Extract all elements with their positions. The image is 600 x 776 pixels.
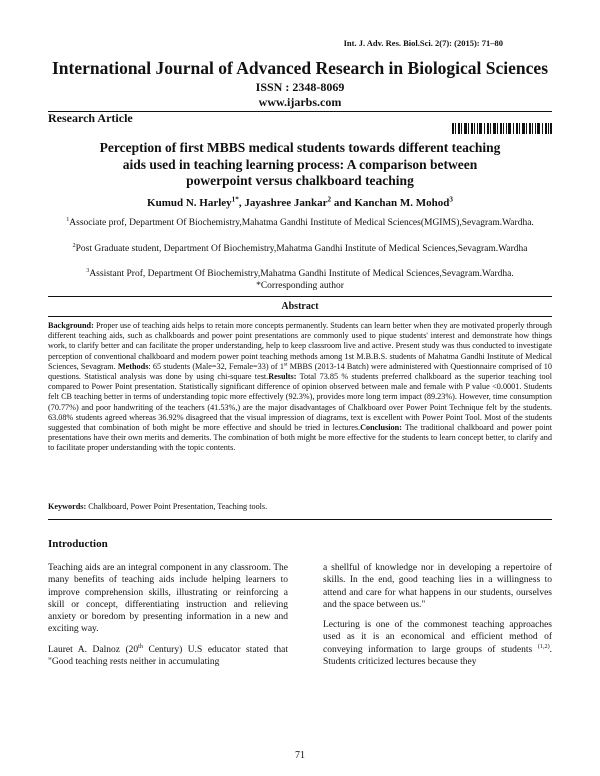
- author-list: [0, 197, 600, 209]
- background-label: Background:: [48, 321, 94, 330]
- ordinal-suffix: th: [138, 643, 143, 650]
- article-type: Research Article: [48, 111, 133, 125]
- citation-reference[interactable]: (1,2): [537, 643, 550, 650]
- author-separator: ,: [238, 197, 245, 209]
- affiliation-marker: 2: [72, 242, 76, 249]
- right-column: [323, 562, 552, 676]
- journal-citation: Int. J. Adv. Res. Biol.Sci. 2(7): (2015): 71–80: [343, 38, 503, 48]
- paragraph-text: Century) U.S educator stated that "Good teaching rests neither in accumulating: [48, 644, 288, 668]
- keywords-label: Keywords:: [48, 502, 87, 511]
- keywords-text: Chalkboard, Power Point Presentation, Teaching tools.: [86, 502, 268, 511]
- abstract-bottom-divider: [48, 519, 552, 520]
- paragraph-text: Lecturing is one of the commonest teaching approaches used as it is an economical and efficient method of conveying information to large groups of students: [323, 620, 552, 655]
- affiliation-marker: 3: [86, 267, 90, 274]
- affiliation-2: [60, 243, 540, 255]
- title-line: Perception of first MBBS medical students towards different teaching: [99, 140, 501, 155]
- affiliation-1: [60, 217, 540, 229]
- paragraph-text: Lauret A. Dalnoz (20: [48, 644, 139, 655]
- left-column: [48, 562, 288, 676]
- conclusion-label: Conclusion:: [360, 423, 402, 433]
- ordinal-suffix: st: [283, 361, 288, 368]
- qr-barcode-icon: [452, 123, 552, 134]
- journal-title: International Journal of Advanced Research in Biological Sciences: [52, 58, 548, 78]
- journal-website[interactable]: www.ijarbs.com: [258, 95, 342, 109]
- page-number: 71: [295, 750, 305, 761]
- conclusion-text: The traditional chalkboard and power point presentations have their own merits and demerits. The combination of both might be more effective for the students to learn concept better, to clarify and to facilitate proper understanding with the topic contents.: [48, 423, 552, 453]
- author-marker: 3: [449, 195, 453, 204]
- introduction-heading: Introduction: [48, 538, 108, 550]
- author-separator: and: [331, 197, 355, 209]
- author-marker: 1*: [231, 195, 239, 204]
- author-marker: 2: [327, 195, 332, 204]
- paragraph: [48, 644, 288, 669]
- results-label: Results:: [268, 372, 297, 382]
- paragraph: [323, 619, 552, 668]
- affiliation-text: Associate prof, Department Of Biochemistry,Mahatma Gandhi Institute of Medical Sciences(MGIMS),Sevagram.Wardha.: [69, 218, 534, 228]
- methods-text-continued: MBBS (2013-14 Batch) were administered with Questionnaire comprised of 10 questions. Statistical analysis was done by using chi-square test.: [48, 361, 552, 382]
- abstract-heading: Abstract: [281, 301, 319, 312]
- paragraph: Teaching aids are an integral component in any classroom. The many benefits of teaching aids include helping learners to improve comprehension skills, illustrating or reinforcing a skill or concept, differentiating instruction and relieving anxiety or boredom by presenting information in a new and exciting way.: [48, 563, 288, 635]
- abstract-top-divider: [48, 296, 552, 297]
- methods-text: : 65 students (Male=32, Female=33) of 1: [148, 361, 284, 371]
- paragraph-text: . Students criticized lectures because they: [323, 644, 552, 668]
- affiliation-text: Post Graduate student, Department Of Biochemistry,Mahatma Gandhi Institute of Medical Sciences,Sevagram.Wardha: [75, 244, 528, 254]
- paragraph: a shellful of knowledge nor in developing a repertoire of skills. In the end, good teaching lies in a willingness to attend and care for what happens in our students, ourselves and the space between us.": [323, 563, 552, 610]
- affiliation-text: Assistant Prof, Department Of Biochemistry,Mahatma Gandhi Institute of Medical Sciences,Sevagram.Wardha.: [89, 269, 514, 279]
- article-title: [60, 140, 540, 190]
- affiliation-3: [40, 268, 560, 280]
- results-text: Total 73.85 % students preferred chalkboard as the superior teaching tool compared to Power Point presentation. Statistically significant difference of opinion observed between male and female with P value <0.0001. Students felt CB teaching better in terms of understanding topic more effectively (92.3%), provides more long term impact (89.23%). However, time consumption (70.77%) and poor handwriting of the teachers (41.53%,) are the major disadvantages of Chalkboard over Power Point Technique felt by the students. 63.08% students agreed whereas 36.92% disagreed that the visual impression of diagrams, text is excellent with Power Point Tool. Most of the students suggested that combination of both might be more effective and should be tried in lectures.: [48, 372, 552, 433]
- title-line: aids used in teaching learning process: A comparison between: [122, 156, 478, 172]
- author-name: Jayashree Jankar: [244, 197, 328, 209]
- title-line: powerpoint versus chalkboard teaching: [186, 173, 414, 188]
- background-text: Proper use of teaching aids helps to retain more concepts permanently. Students can learn better when they are motivated properly through different teaching aids, such as chalkboards and power point presentations are commonly used to pique students' interest and demonstrate how things work, to clarify better and can facilitate the proper understanding, help to keep classroom live and active. Present study was thus conducted to investigate perception of conventional chalkboard and modern power point teaching methods among 1st M.B.B.S. students of Mahatma Gandhi Institute of Medical Sciences, Sevagram.: [48, 321, 552, 371]
- corresponding-author-note: *Corresponding author: [256, 281, 344, 291]
- author-name: Kanchan M. Mohod: [354, 197, 450, 209]
- issn: ISSN : 2348-8069: [255, 80, 345, 94]
- keywords: [48, 502, 552, 511]
- affiliation-marker: 1: [66, 216, 70, 223]
- abstract-body: [48, 321, 552, 454]
- methods-label: Methods: [117, 361, 149, 371]
- author-name: Kumud N. Harley: [147, 197, 232, 209]
- abstract-heading-divider: [48, 316, 552, 317]
